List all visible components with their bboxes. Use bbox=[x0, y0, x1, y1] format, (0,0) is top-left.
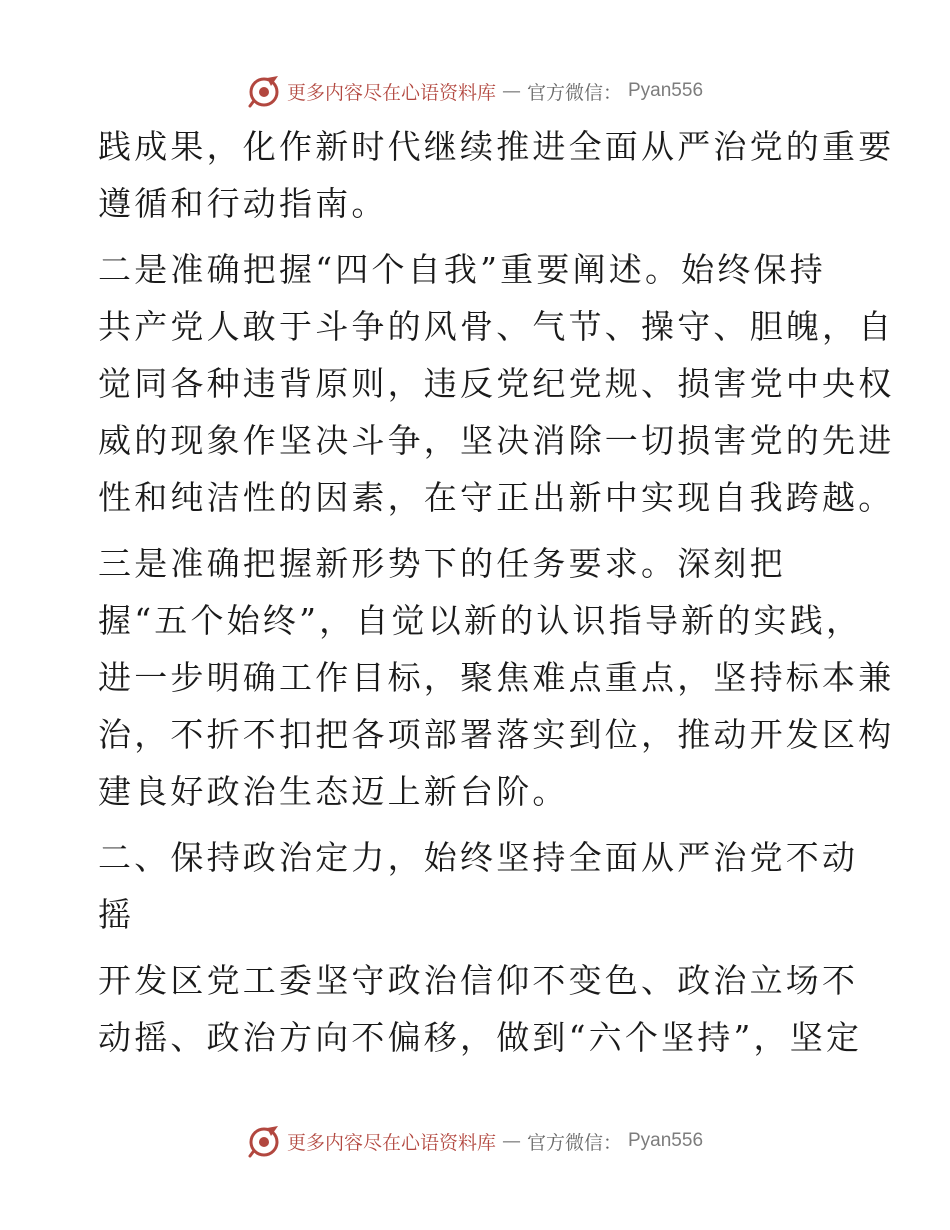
header-watermark bbox=[0, 74, 950, 108]
paragraph bbox=[98, 952, 863, 1066]
text-line: 动摇、政治方向不偏移，做到“六个坚持”，坚定 bbox=[98, 1018, 863, 1057]
watermark-separator: — bbox=[501, 80, 521, 102]
text-line: 二是准确把握“四个自我”重要阐述。始终保持 bbox=[98, 250, 826, 289]
section-heading bbox=[98, 829, 859, 943]
text-line: 进一步明确工作目标，聚焦难点重点，坚持标本兼 bbox=[98, 658, 895, 697]
text-line: 开发区党工委坚守政治信仰不变色、政治立场不 bbox=[98, 961, 859, 1000]
watermark-account-id: Pyan556 bbox=[628, 1130, 704, 1151]
text-line: 握“五个始终”，自觉以新的认识指导新的实践， bbox=[98, 601, 863, 640]
text-line: 性和纯洁性的因素，在守正出新中实现自我跨越。 bbox=[98, 478, 895, 517]
paragraph bbox=[98, 118, 895, 232]
text-line: 摇 bbox=[98, 895, 135, 934]
text-line: 共产党人敢于斗争的风骨、气节、操守、胆魄，自 bbox=[98, 307, 895, 346]
quill-seal-icon bbox=[247, 1124, 281, 1158]
watermark-site-text: 更多内容尽在心语资料库 bbox=[286, 81, 496, 104]
watermark-account-id: Pyan556 bbox=[628, 80, 704, 101]
watermark-official-label: 官方微信： bbox=[526, 1131, 622, 1154]
text-line: 遵循和行动指南。 bbox=[98, 184, 388, 223]
paragraph bbox=[98, 535, 895, 820]
text-line: 觉同各种违背原则，违反党纪党规、损害党中央权 bbox=[98, 364, 895, 403]
quill-seal-icon bbox=[247, 74, 281, 108]
text-line: 三是准确把握新形势下的任务要求。深刻把 bbox=[98, 544, 786, 583]
text-line: 治，不折不扣把各项部署落实到位，推动开发区构 bbox=[98, 715, 895, 754]
text-line: 威的现象作坚决斗争，坚决消除一切损害党的先进 bbox=[98, 421, 895, 460]
document-body bbox=[98, 118, 895, 1066]
watermark-site-text: 更多内容尽在心语资料库 bbox=[286, 1131, 496, 1154]
text-line: 建良好政治生态迈上新台阶。 bbox=[98, 772, 569, 811]
watermark-official-label: 官方微信： bbox=[526, 81, 622, 104]
paragraph bbox=[98, 241, 895, 526]
watermark-separator: — bbox=[501, 1130, 521, 1152]
footer-watermark bbox=[0, 1124, 950, 1158]
text-line: 二、保持政治定力，始终坚持全面从严治党不动 bbox=[98, 838, 859, 877]
text-line: 践成果，化作新时代继续推进全面从严治党的重要 bbox=[98, 127, 895, 166]
